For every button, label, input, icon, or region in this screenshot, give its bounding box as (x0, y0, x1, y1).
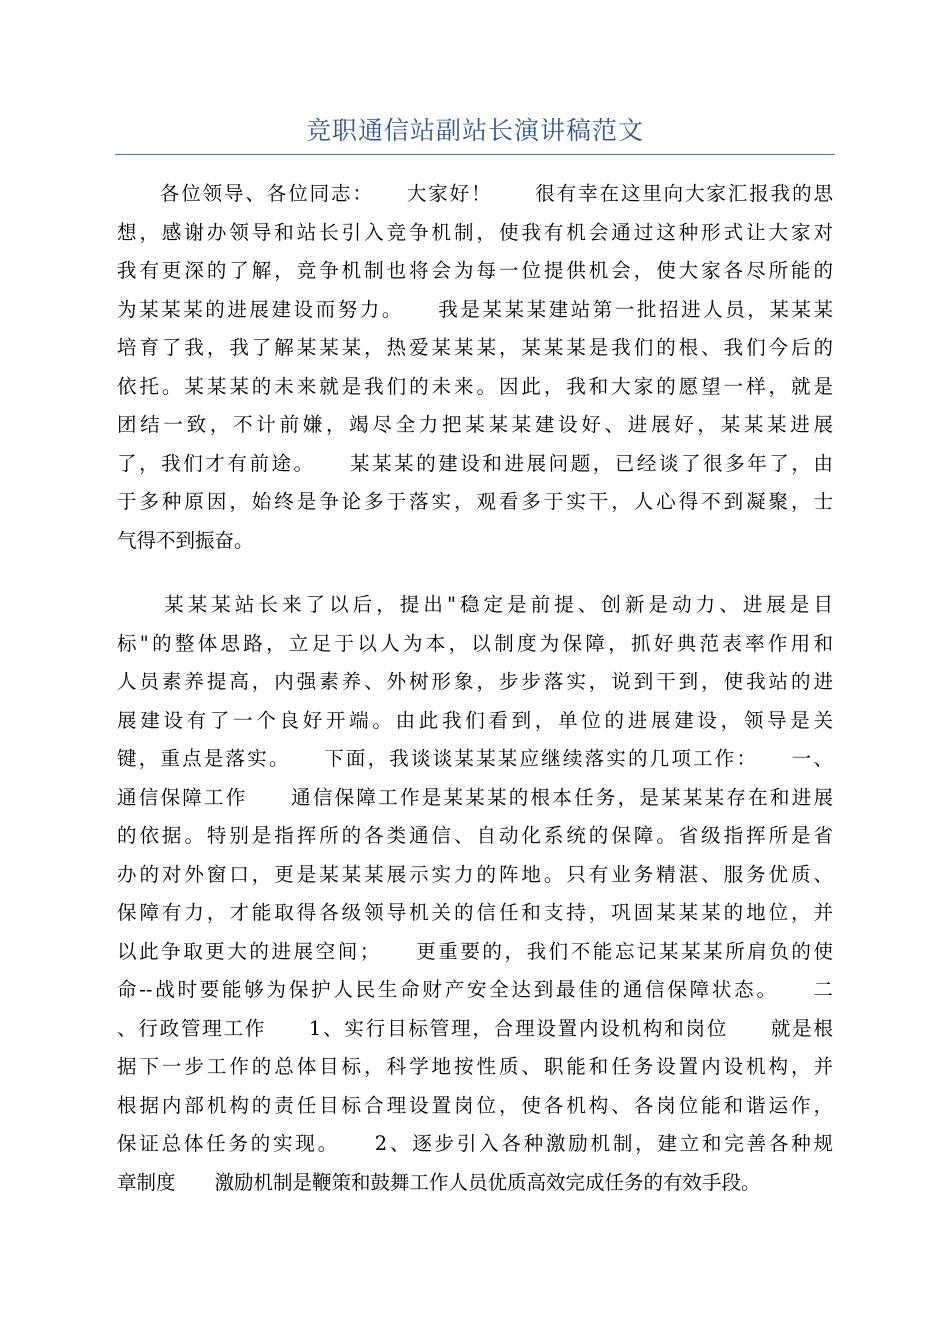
paragraph-line: 办的对外窗口，更是某某某展示实力的阵地。只有业务精湛、服务优质、 (117, 862, 833, 886)
paragraph-line: 培育了我，我了解某某某，热爱某某某，某某某是我们的根、我们今后的 (117, 336, 833, 359)
paragraph-line: 命--战时要能够为保护人民生命财产安全达到最佳的通信保障状态。 二 (117, 978, 833, 1001)
paragraph-line: 保障有力，才能取得各级领导机关的信任和支持，巩固某某某的地位，并 (117, 901, 833, 924)
paragraph-spacer (117, 560, 833, 586)
paragraph-line: 气得不到振奋。 (117, 528, 254, 552)
paragraph-line: 展建设有了一个良好开端。由此我们看到，单位的进展建设，领导是关 (117, 708, 833, 732)
paragraph-line: 据下一步工作的总体目标，科学地按性质、职能和任务设置内设机构，并 (117, 1055, 833, 1078)
paragraph-line: 标"的整体思路，立足于以人为本，以制度为保障，抓好典范表率作用和 (117, 631, 833, 655)
paragraph-line: 章制度 激励机制是鞭策和鼓舞工作人员优质高效完成任务的有效手段。 (117, 1170, 761, 1194)
paragraph-line: 的依据。特别是指挥所的各类通信、自动化系统的保障。省级指挥所是省 (117, 824, 833, 847)
document-body (117, 175, 833, 1202)
paragraph-1 (117, 175, 833, 560)
paragraph-line: 团结一致，不计前嫌，竭尽全力把某某某建设好、进展好，某某某进展 (117, 413, 833, 436)
paragraph-line: 通信保障工作 通信保障工作是某某某的根本任务，是某某某存在和进展 (117, 785, 833, 809)
paragraph-line: 以此争取更大的进展空间； 更重要的，我们不能忘记某某某所肩负的使 (117, 939, 833, 963)
paragraph-2 (117, 586, 833, 1202)
paragraph-line: 我有更深的了解，竞争机制也将会为每一位提供机会，使大家各尽所能的 (117, 259, 833, 282)
paragraph-line: 保证总体任务的实现。 2、逐步引入各种激励机制，建立和完善各种规 (117, 1132, 833, 1155)
paragraph-line: 根据内部机构的责任目标合理设置岗位，使各机构、各岗位能和谐运作， (117, 1093, 833, 1117)
paragraph-line: 想，感谢办领导和站长引入竞争机制，使我有机会通过这种形式让大家对 (117, 220, 833, 244)
paragraph-line: 于多种原因，始终是争论多于落实，观看多于实干，人心得不到凝聚，士 (117, 490, 833, 513)
document-title: 竞职通信站副站长演讲稿范文 (305, 116, 644, 145)
paragraph-line: 、行政管理工作 1、实行目标管理，合理设置内设机构和岗位 就是根 (117, 1016, 833, 1040)
paragraph-line: 依托。某某某的未来就是我们的未来。因此，我和大家的愿望一样，就是 (117, 374, 833, 398)
paragraph-line: 键，重点是落实。 下面，我谈谈某某某应继续落实的几项工作： 一、 (117, 747, 833, 770)
paragraph-line: 某某某站长来了以后，提出"稳定是前提、创新是动力、进展是目 (117, 593, 833, 616)
paragraph-line: 人员素养提高，内强素养、外树形象，步步落实，说到干到，使我站的进 (117, 670, 833, 693)
paragraph-line: 为某某某的进展建设而努力。 我是某某某建站第一批招进人员，某某某 (117, 297, 833, 321)
title-underline (115, 154, 835, 155)
paragraph-line: 各位领导、各位同志： 大家好！ 很有幸在这里向大家汇报我的思 (117, 182, 833, 205)
paragraph-line: 了，我们才有前途。 某某某的建设和进展问题，已经谈了很多年了，由 (117, 451, 833, 475)
